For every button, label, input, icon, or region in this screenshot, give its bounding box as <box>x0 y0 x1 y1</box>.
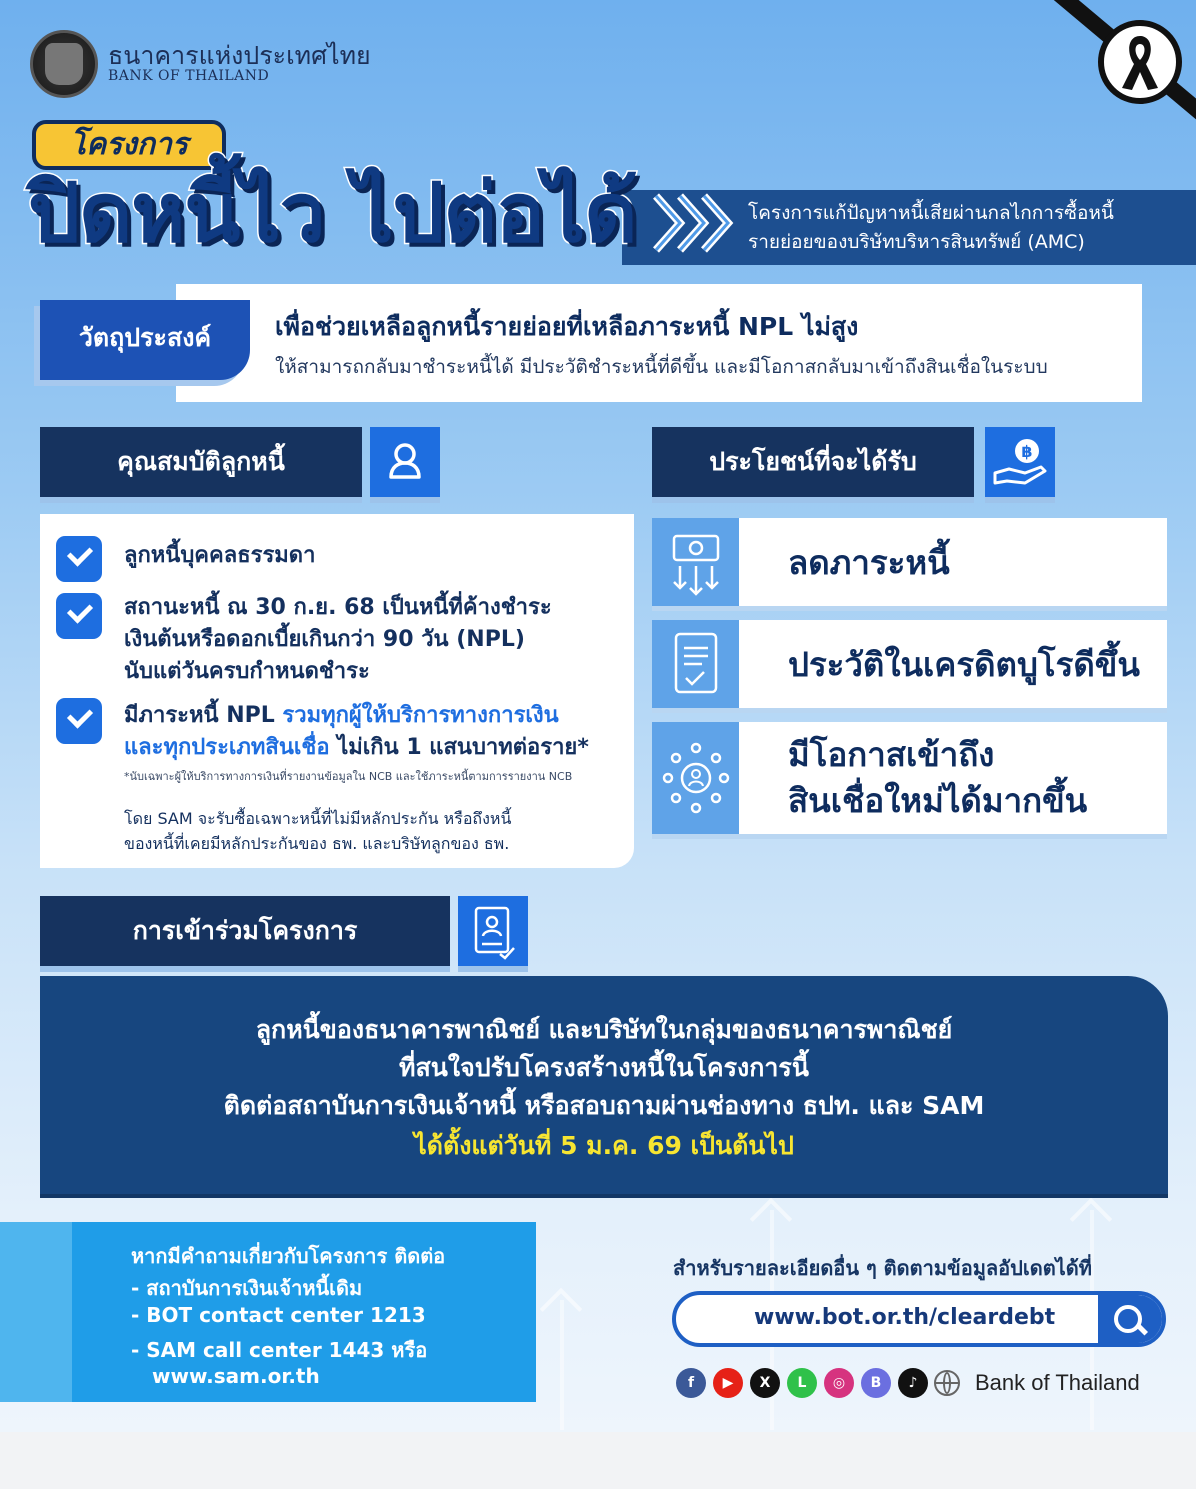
main-title: ปิดหนี้ไว ไปต่อได้ <box>28 166 637 261</box>
participation-line-3: ติดต่อสถาบันการเงินเจ้าหนี้ หรือสอบถามผ่านช่องทาง ธปท. และ SAM <box>223 1091 985 1120</box>
participation-box <box>40 976 1168 1198</box>
benefit-label-2: ประวัติในเครดิตบูโรดีขึ้น <box>788 645 1140 684</box>
checkbox-checked-icon <box>56 698 102 744</box>
benefit-row-3 <box>652 722 1167 834</box>
qualification-note <box>124 806 511 856</box>
qualification-item-3-highlight-1: รวมทุกผู้ให้บริการทางการเงิน <box>282 703 559 728</box>
instagram-icon[interactable]: ◎ <box>824 1368 854 1398</box>
qualification-note-line-2: ของหนี้ที่เคยมีหลักประกันของ ธพ. และบริษัทลูกของ ธพ. <box>124 834 510 853</box>
benefit-row-2 <box>652 620 1167 708</box>
contact-item-2: - BOT contact center 1213 <box>131 1303 426 1327</box>
project-label: โครงการ <box>32 120 226 170</box>
qualification-item-1: ลูกหนี้บุคคลธรรมดา <box>124 543 316 568</box>
subtitle-line-2: รายย่อยของบริษัทบริหารสินทรัพย์ (AMC) <box>748 231 1085 253</box>
objective-tag: วัตถุประสงค์ <box>40 300 250 380</box>
chevron-arrows-icon <box>652 192 738 258</box>
participation-line-2: ที่สนใจปรับโครงสร้างหนี้ในโครงการนี้ <box>399 1053 809 1082</box>
qualification-item-3-part-a: มีภาระหนี้ NPL <box>124 703 283 728</box>
qualification-item-2-line-3: นับแต่วันครบกำหนดชำระ <box>124 659 370 684</box>
objective-line-2: ให้สามารถกลับมาชำระหนี้ได้ มีประวัติชำระหนี้ที่ดีขึ้น และมีโอกาสกลับมาเข้าถึงสินเชื่อในระบบ <box>275 356 1048 378</box>
social-account-name: Bank of Thailand <box>975 1370 1140 1395</box>
benefits-heading: ประโยชน์ที่จะได้รับ <box>652 427 974 497</box>
checkbox-checked-icon <box>56 536 102 582</box>
benefit-label-3-line-2: สินเชื่อใหม่ได้มากขึ้น <box>788 781 1088 820</box>
decor-arrow-icon <box>540 1288 582 1330</box>
blockdit-icon[interactable]: B <box>861 1368 891 1398</box>
qualifications-heading: คุณสมบัติลูกหนี้ <box>40 427 362 497</box>
qualification-item-3-line-2 <box>124 732 589 764</box>
decor-arrow-icon <box>750 1198 792 1240</box>
participation-heading: การเข้าร่วมโครงการ <box>40 896 450 966</box>
facebook-icon[interactable]: f <box>676 1368 706 1398</box>
objective-line-1: เพื่อช่วยเหลือลูกหนี้รายย่อยที่เหลือภาระหนี้ NPL ไม่สูง <box>275 312 859 341</box>
qualification-footnote: *นับเฉพาะผู้ให้บริการทางการเงินที่รายงานข้อมูลใน NCB และใช้ภาระหนี้ตามการรายงาน NCB <box>124 770 573 783</box>
contact-sam-website[interactable]: www.sam.or.th <box>152 1364 320 1388</box>
org-name-th: ธนาคารแห่งประเทศไทย <box>108 41 371 70</box>
decor-arrow-icon <box>1070 1198 1112 1240</box>
url-link[interactable]: www.bot.or.th/cleardebt <box>754 1305 1056 1330</box>
benefit-label-1: ลดภาระหนี้ <box>788 543 950 582</box>
contact-strip <box>0 1222 72 1402</box>
mourning-ribbon-icon <box>1098 20 1182 104</box>
user-icon <box>370 427 440 497</box>
checkbox-checked-icon <box>56 593 102 639</box>
contact-item-1: - สถาบันการเงินเจ้าหนี้เดิม <box>131 1276 363 1300</box>
network-user-icon <box>652 722 739 834</box>
qualification-item-2-line-1: สถานะหนี้ ณ 30 ก.ย. 68 เป็นหนี้ที่ค้างชำระ <box>124 595 552 620</box>
baht-hand-icon <box>985 427 1055 497</box>
qualification-note-line-1: โดย SAM จะรับซื้อเฉพาะหนี้ที่ไม่มีหลักประกัน หรือถึงหนี้ <box>124 809 512 828</box>
more-info-text: สำหรับรายละเอียดอื่น ๆ ติดตามข้อมูลอัปเดตได้ที่ <box>673 1256 1092 1280</box>
contact-heading: หากมีคำถามเกี่ยวกับโครงการ ติดต่อ <box>131 1244 446 1268</box>
qualification-item-3-highlight-2: และทุกประเภทสินเชื่อ <box>124 735 330 760</box>
contact-item-3: - SAM call center 1443 หรือ <box>131 1338 428 1362</box>
url-bar[interactable] <box>672 1291 1166 1347</box>
qualification-item-3-line-1 <box>124 700 559 732</box>
org-name-en: BANK OF THAILAND <box>108 68 270 84</box>
participation-line-1: ลูกหนี้ของธนาคารพาณิชย์ และบริษัทในกลุ่มของธนาคารพาณิชย์ <box>255 1015 953 1044</box>
line-icon[interactable]: L <box>787 1368 817 1398</box>
x-icon[interactable]: X <box>750 1368 780 1398</box>
application-form-icon <box>458 896 528 966</box>
money-down-icon <box>652 518 739 606</box>
bot-logo-icon <box>30 30 98 98</box>
participation-date: ได้ตั้งแต่วันที่ 5 ม.ค. 69 เป็นต้นไป <box>414 1131 794 1160</box>
checklist-document-icon <box>652 620 739 708</box>
svg-text:฿: ฿ <box>1021 442 1033 461</box>
qualification-item-3-part-d: ไม่เกิน 1 แสนบาทต่อราย* <box>329 735 589 760</box>
qualification-item-2-line-2: เงินต้นหรือดอกเบี้ยเกินกว่า 90 วัน (NPL) <box>124 627 525 652</box>
search-icon[interactable] <box>1098 1295 1162 1343</box>
globe-icon <box>934 1370 960 1396</box>
benefit-label-3-line-1: มีโอกาสเข้าถึง <box>788 735 995 774</box>
benefit-row-1 <box>652 518 1167 606</box>
youtube-icon[interactable]: ▶ <box>713 1368 743 1398</box>
subtitle-line-1: โครงการแก้ปัญหาหนี้เสียผ่านกลไกการซื้อหนี้ <box>748 202 1114 224</box>
tiktok-icon[interactable]: ♪ <box>898 1368 928 1398</box>
